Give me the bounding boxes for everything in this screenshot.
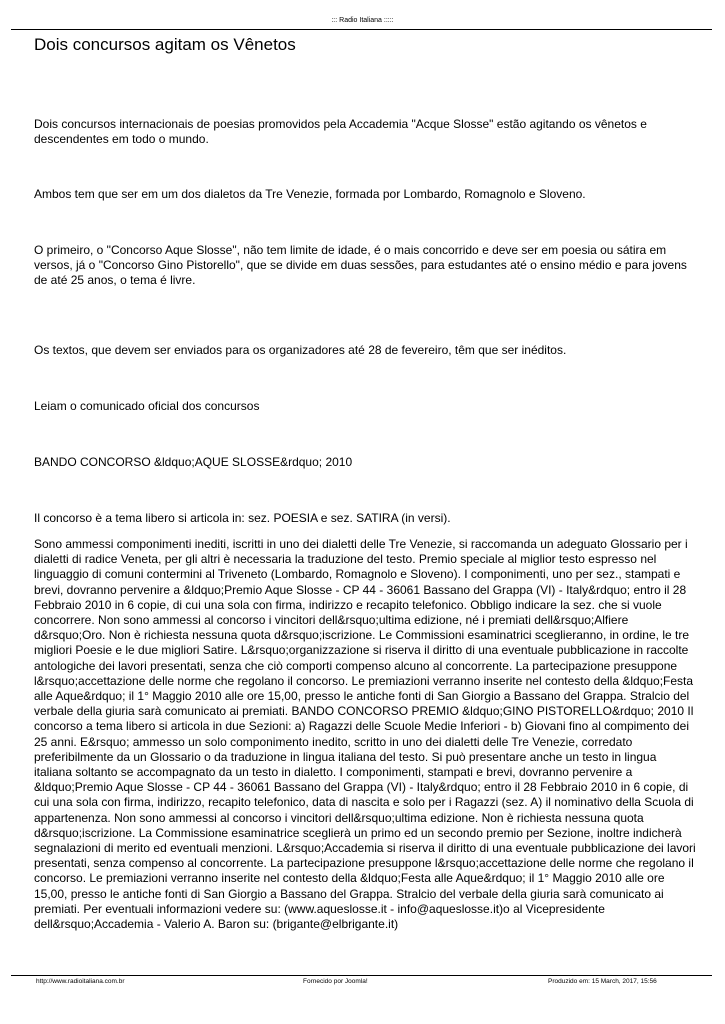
- footer-url: http://www.radioitaliana.com.br: [36, 978, 125, 985]
- paragraph-concorso-theme: Il concorso è a tema libero si articola in: sez. POESIA e sez. SATIRA (in versi).: [34, 511, 451, 525]
- article-title: Dois concursos agitam os Vênetos: [34, 35, 296, 54]
- paragraph-official-notice: Leiam o comunicado oficial dos concursos: [34, 399, 260, 413]
- paragraph-dialects: Ambos tem que ser em um dos dialetos da Tre Venezie, formada por Lombardo, Romagnolo e Sloveno.: [34, 187, 586, 201]
- paragraph-deadline: Os textos, que devem ser enviados para os organizadores até 28 de fevereiro, têm que ser inéditos.: [34, 343, 567, 357]
- paragraph-contests: O primeiro, o "Concorso Aque Slosse", não tem limite de idade, é o mais concorrido e deve ser em poesia ou sátira em versos, já o "Concorso Gino Pistorello", que se divide em duas sessões, para estudantes até o ensino médio e para jovens de até 25 anos, o tema é livre.: [34, 243, 687, 288]
- footer-powered-by: Fornecido por Joomla!: [303, 978, 368, 985]
- footer-divider: [11, 975, 712, 976]
- paragraph-regulations: Sono ammessi componimenti inediti, iscritti in uno dei dialetti delle Tre Venezie, si raccomanda un adeguato Glossario per i dialetti di radice Veneta, per gli altri è necessaria la traduzione del testo. Premio speciale al miglior testo espresso nel linguaggio di comuni contermini al Triveneto (Lombardo, Romagnolo e Sloveno). I componimenti, uno per sez., stampati e brevi, dovranno pervenire a &ldquo;Premio Aque Slosse - CP 44 - 36061 Bassano del Grappa (VI) - Italy&rdquo; entro il 28 Febbraio 2010 in 6 copie, di cui una sola con firma, indirizzo e recapito telefonico. Obbligo indicare la sez. che si vuole concorrere. Non sono ammessi al concorso i vincitori dell&rsquo;ultima edizione, né i premiati dell&rsquo;Alfiere d&rsquo;Oro. Non è richiesta nessuna quota d&rsquo;iscrizione. Le Commissioni esaminatrici sceglieranno, in ordine, le tre migliori Poesie e le due migliori Satire. L&rsquo;organizzazione si riserva il diritto di una eventuale pubblicazione in raccolte antologiche dei lavori presentati, senza che ciò comporti compenso alcuno al concorrente. La partecipazione presuppone l&rsquo;accettazione delle norme che regolano il concorso. Le premiazioni verranno inserite nel contesto della &ldquo;Festa alle Aque&rdquo; il 1° Maggio 2010 alle ore 15,00, presso le antiche fonti di San Giorgio a Bassano del Grappa. Stralcio del verbale della giuria sarà comunicato ai premiati. BANDO CONCORSO PREMIO &ldquo;GINO PISTORELLO&rdquo; 2010 Il concorso a tema libero si articola in due Sezioni: a) Ragazzi delle Scuole Medie Inferiori - b) Giovani fino al compimento dei 25 anni. E&rsquo; ammesso un solo componimento inedito, scritto in uno dei dialetti delle Tre Venezie, corredato preferibilmente da un Glossario o da traduzione in lingua italiana del testo. Si può presentare anche un testo in lingua italiana soltanto se accompagnato da un testo in dialetto. I componimenti, stampati e brevi, dovranno pervenire a &ldquo;Premio Aque Slosse - CP 44 - 36061 Bassano del Grappa (VI) - Italy&rdquo; entro il 28 Febbraio 2010 in 6 copie, di cui una sola con firma, indirizzo, recapito telefonico, data di nascita e solo per i Ragazzi (sez. A) il nominativo della Scuola di appartenenza. Non sono ammessi al concorso i vincitori dell&rsquo;ultima edizione. Non è richiesta nessuna quota d&rsquo;iscrizione. La Commissione esaminatrice sceglierà un primo ed un secondo premio per Sezione, inoltre indicherà segnalazioni di merito ed eventuali menzioni. L&rsquo;Accademia si riserva il diritto di una eventuale pubblicazione dei lavori presentati, senza compenso al concorrente. La partecipazione presuppone l&rsquo;accettazione delle norme che regolano il concorso. Le premiazioni verranno inserite nel contesto della &ldquo;Festa alle Aque&rdquo; il 1° Maggio 2010 alle ore 15,00, presso le antiche fonti di San Giorgio a Bassano del Grappa. Stralcio del verbale della giuria sarà comunicato ai premiati. Per eventuali informazioni vedere su: (www.aqueslosse.it - info@aqueslosse.it)o al Vicepresidente dell&rsquo;Accademia - Valerio A. Baron su: (brigante@elbrigante.it): [34, 537, 696, 932]
- site-title: ::: Radio Italiana :::::: [331, 17, 394, 24]
- header-divider: [11, 29, 712, 30]
- footer-produced-date: Produzido em: 15 March, 2017, 15:56: [548, 978, 657, 985]
- paragraph-bando-title: BANDO CONCORSO &ldquo;AQUE SLOSSE&rdquo; 2010: [34, 455, 353, 469]
- paragraph-intro: Dois concursos internacionais de poesias promovidos pela Accademia "Acque Slosse" estão agitando os vênetos e descendentes em todo o mundo.: [34, 117, 647, 147]
